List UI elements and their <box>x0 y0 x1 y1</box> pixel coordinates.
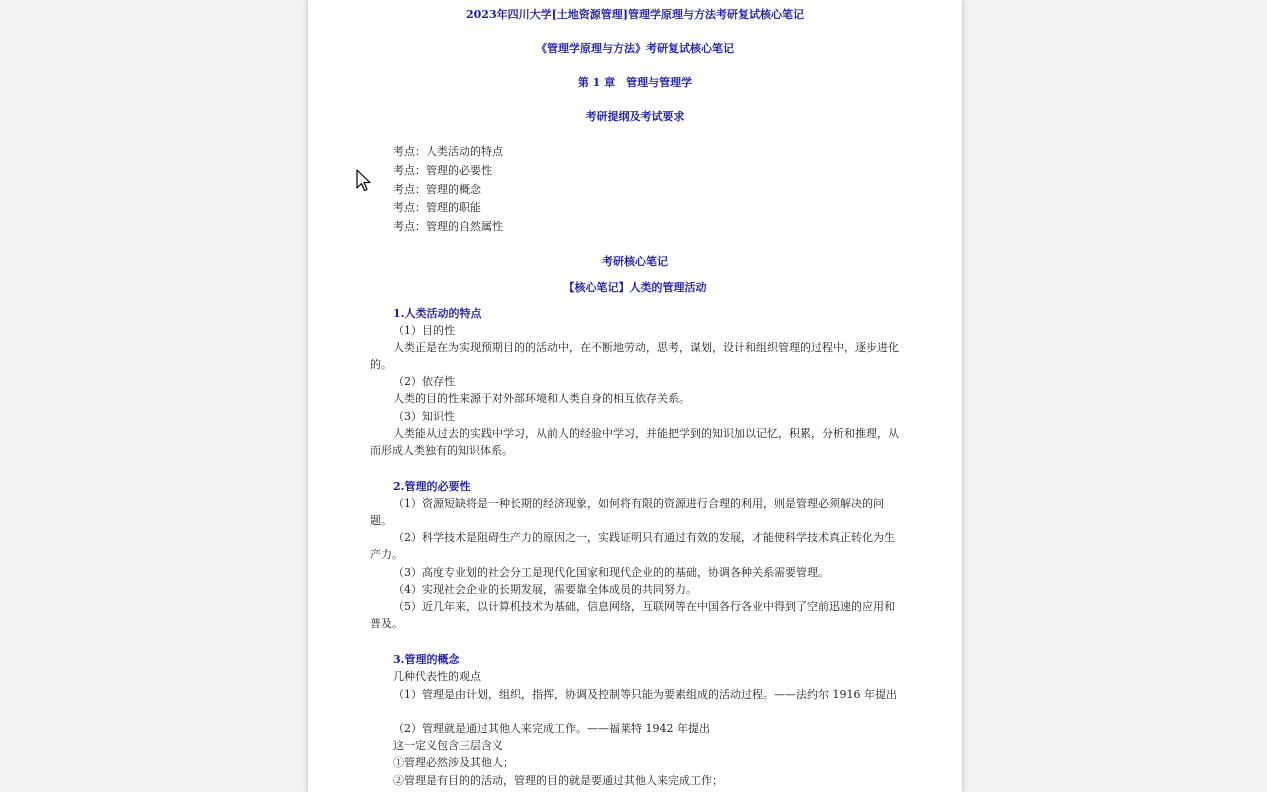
outline-item: 考点：管理的职能 <box>393 201 481 215</box>
document-page <box>308 0 962 792</box>
s3-paragraph-3: 这一定义包含三层含义 <box>393 739 503 752</box>
s1-item-3: （3）知识性 <box>393 410 455 423</box>
s2-paragraph-2: （2）科学技术是阻碍生产力的原因之一，实践证明只有通过有效的发展，才能使科学技术真正转化为生产力。 <box>370 531 895 562</box>
s3-paragraph-5: ②管理是有目的的活动，管理的目的就是要通过其他人来完成工作； <box>393 774 723 787</box>
chapter-title: 第 1 章 管理与管理学 <box>577 76 693 89</box>
s2-paragraph-3: （3）高度专业划的社会分工是现代化国家和现代企业的的基础，协调各种关系需要管理。 <box>393 566 829 579</box>
outline-item: 考点：人类活动的特点 <box>393 145 503 158</box>
s3-intro: 几种代表性的观点 <box>393 670 481 683</box>
s1-paragraph-2: 人类的目的性来源于对外部环境和人类自身的相互依存关系。 <box>393 392 690 405</box>
s2-paragraph-5: （5）近几年来，以计算机技术为基础，信息网络，互联网等在中国各行各业中得到了空前迅速的应用和普及。 <box>370 600 895 631</box>
outline-list <box>393 143 503 237</box>
s1-item-1: （1）目的性 <box>393 324 455 337</box>
s3-paragraph-2: （2）管理就是通过其他人来完成工作。——福莱特 1942 年提出 <box>393 722 710 735</box>
s3-title: 3.管理的概念 <box>393 653 460 666</box>
s1-paragraph-1: 人类正是在为实现预期目的的活动中，在不断地劳动，思考，谋划，设计和组织管理的过程中，逐步进化的。 <box>370 341 899 372</box>
s3-paragraph-4: ①管理必然涉及其他人； <box>393 756 514 769</box>
outline-heading: 考研提纲及考试要求 <box>585 110 685 123</box>
section-heading: 【核心笔记】人类的管理活动 <box>563 281 707 294</box>
outline-item: 考点：管理的概念 <box>393 182 481 196</box>
s1-paragraph-3: 人类能从过去的实践中学习，从前人的经验中学习，并能把学到的知识加以记忆，积累，分析和推理，从而形成人类独有的知识体系。 <box>370 427 899 458</box>
s2-paragraph-4: （4）实现社会企业的长期发展，需要靠全体成员的共同努力。 <box>393 583 697 596</box>
outline-item: 考点：管理的必要性 <box>393 163 492 177</box>
s1-item-2: （2）依存性 <box>393 375 455 388</box>
notes-heading: 考研核心笔记 <box>602 255 668 268</box>
outline-item: 考点：管理的自然属性 <box>393 220 503 234</box>
s2-title: 2.管理的必要性 <box>393 480 471 493</box>
document-title: 2023年四川大学[土地资源管理]管理学原理与方法考研复试核心笔记 <box>465 8 805 21</box>
s2-paragraph-1: （1）资源短缺将是一种长期的经济现象，如何将有限的资源进行合理的利用，则是管理必须解决的问题。 <box>370 497 884 528</box>
s3-paragraph-1: （1）管理是由计划，组织，指挥，协调及控制等只能为要素组成的活动过程。——法约尔 1916 年提出 <box>393 688 897 701</box>
book-title: 《管理学原理与方法》考研复试核心笔记 <box>536 42 734 55</box>
s1-title: 1.人类活动的特点 <box>393 307 482 320</box>
mouse-pointer-icon <box>356 169 372 193</box>
